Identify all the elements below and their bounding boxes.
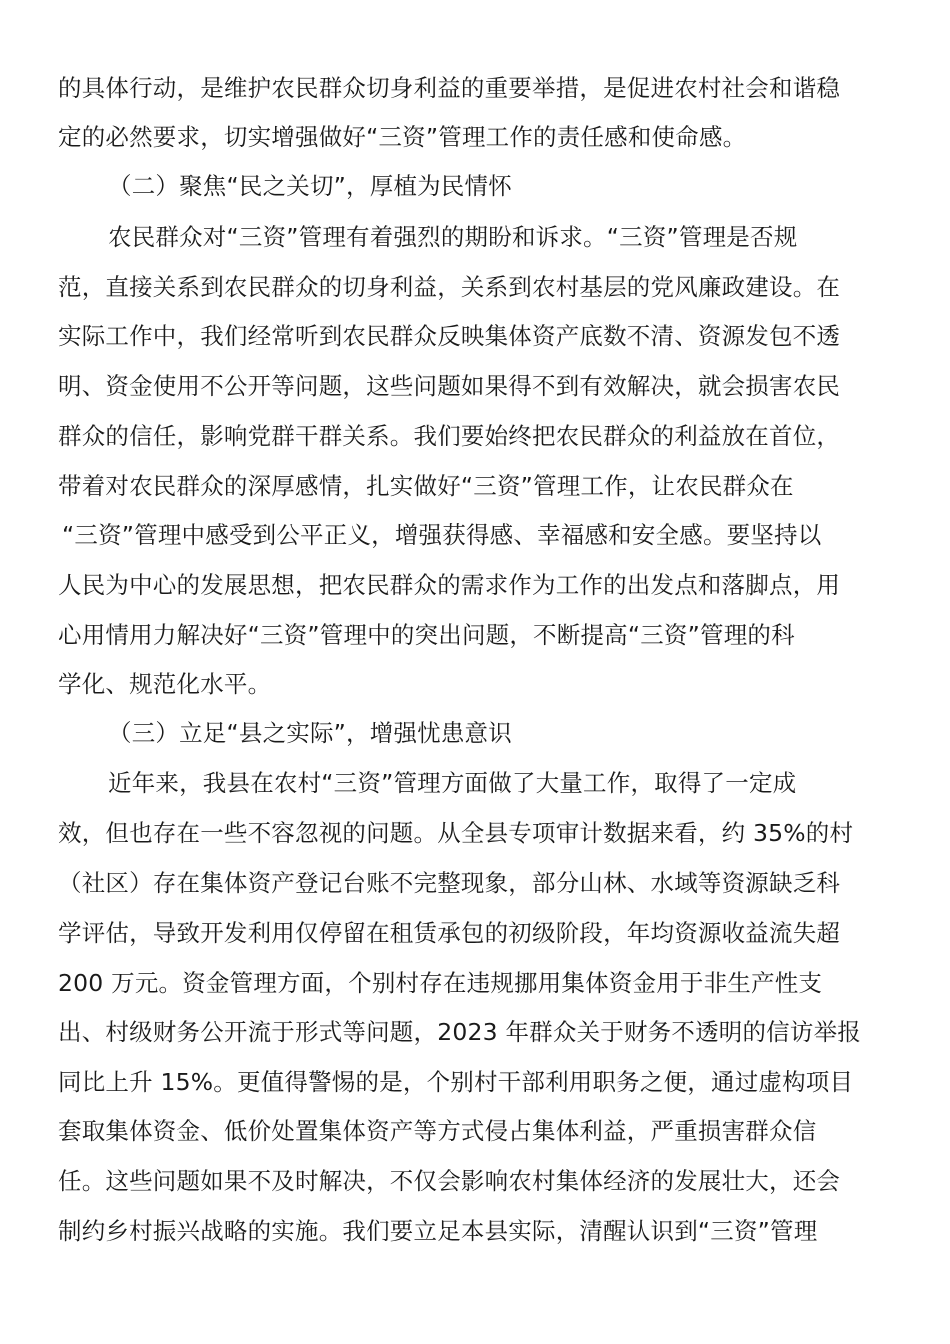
body-text-line: 任。这些问题如果不及时解决，不仅会影响农村集体经济的发展壮大，还会 [58, 1167, 841, 1195]
body-text-line: 的具体行动，是维护农民群众切身利益的重要举措，是促进农村社会和谐稳 [58, 74, 841, 102]
body-text-line: 出、村级财务公开流于形式等问题，2023 年群众关于财务不透明的信访举报 [58, 1018, 861, 1046]
body-text-line: 学评估，导致开发利用仅停留在租赁承包的初级阶段，年均资源收益流失超 [58, 919, 841, 947]
body-text-line: 农民群众对“三资”管理有着强烈的期盼和诉求。“三资”管理是否规 [108, 223, 798, 251]
section-heading-2: （二）聚焦“民之关切”，厚植为民情怀 [108, 172, 512, 200]
body-text-line: 范，直接关系到农民群众的切身利益，关系到农村基层的党风廉政建设。在 [58, 273, 841, 301]
body-text-line: 学化、规范化水平。 [58, 670, 272, 698]
body-text-line: （社区）存在集体资产登记台账不完整现象，部分山林、水域等资源缺乏科 [58, 869, 841, 897]
body-text-line: 200 万元。资金管理方面，个别村存在违规挪用集体资金用于非生产性支 [58, 969, 823, 997]
body-text-line: 同比上升 15%。更值得警惕的是，个别村干部利用职务之便，通过虚构项目 [58, 1068, 854, 1096]
body-text-line: 近年来，我县在农村“三资”管理方面做了大量工作，取得了一定成 [108, 769, 797, 797]
body-text-line: 明、资金使用不公开等问题，这些问题如果得不到有效解决，就会损害农民 [58, 372, 841, 400]
body-text-line: 定的必然要求，切实增强做好“三资”管理工作的责任感和使命感。 [58, 123, 747, 151]
body-text-line: “三资”管理中感受到公平正义，增强获得感、幸福感和安全感。要坚持以 [62, 521, 822, 549]
section-heading-3: （三）立足“县之实际”，增强忧患意识 [108, 719, 512, 747]
body-text-line: 实际工作中，我们经常听到农民群众反映集体资产底数不清、资源发包不透 [58, 322, 841, 350]
body-text-line: 制约乡村振兴战略的实施。我们要立足本县实际，清醒认识到“三资”管理 [58, 1217, 818, 1245]
body-text-line: 群众的信任，影响党群干群关系。我们要始终把农民群众的利益放在首位， [58, 422, 841, 450]
body-text-line: 人民为中心的发展思想，把农民群众的需求作为工作的出发点和落脚点，用 [58, 571, 841, 599]
body-text-line: 带着对农民群众的深厚感情，扎实做好“三资”管理工作，让农民群众在 [58, 472, 794, 500]
body-text-line: 套取集体资金、低价处置集体资产等方式侵占集体利益，严重损害群众信 [58, 1117, 817, 1145]
body-text-line: 效，但也存在一些不容忽视的问题。从全县专项审计数据来看，约 35%的村 [58, 819, 854, 847]
body-text-line: 心用情用力解决好“三资”管理中的突出问题，不断提高“三资”管理的科 [58, 621, 795, 649]
